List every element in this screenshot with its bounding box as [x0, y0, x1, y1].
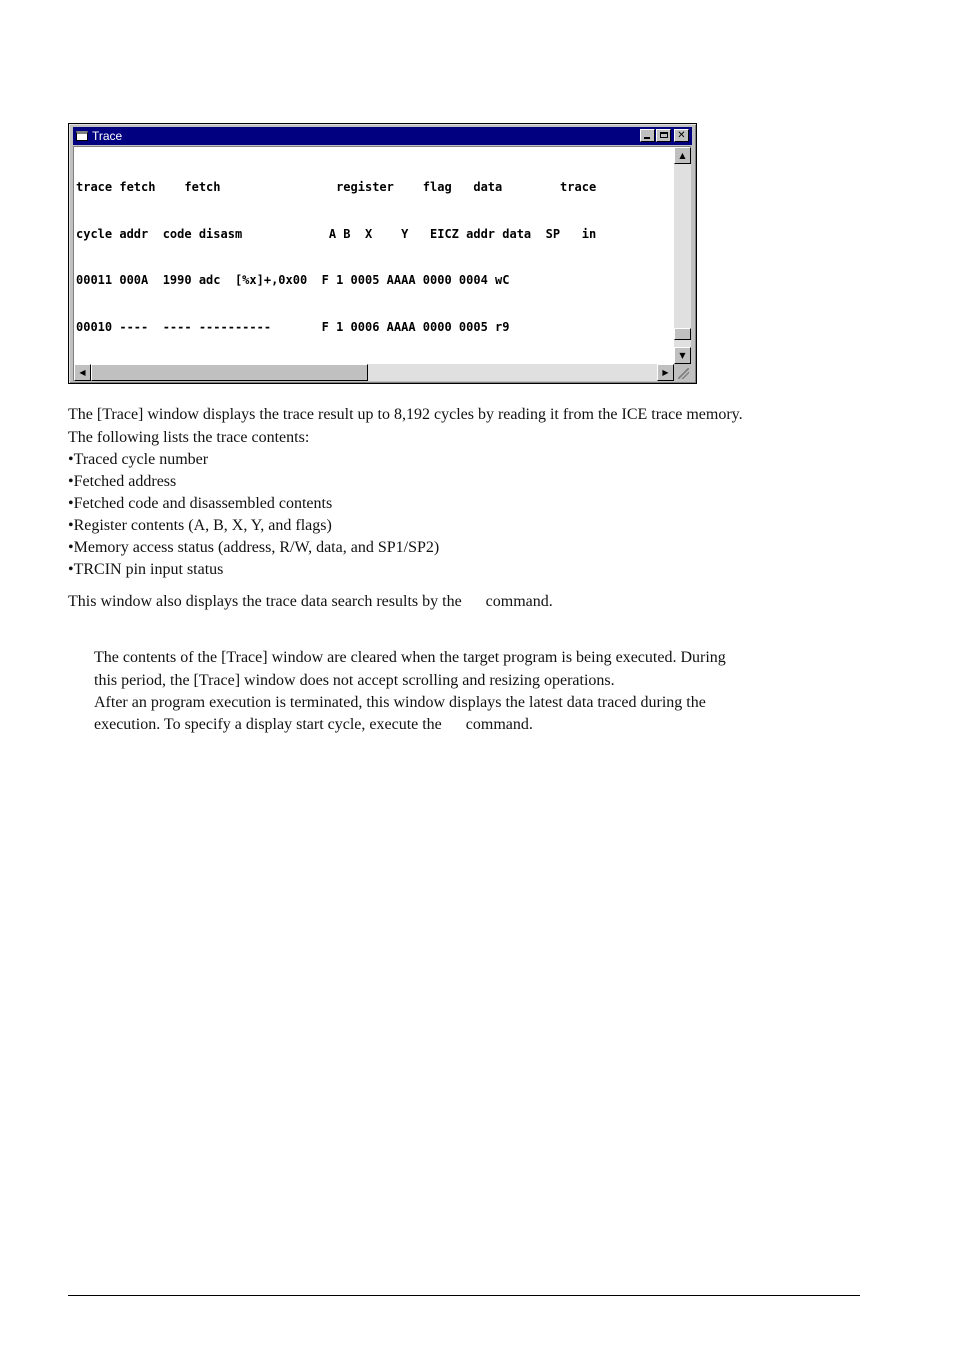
scroll-up-icon: ▲	[679, 151, 686, 160]
search-note	[68, 591, 553, 613]
minimize-icon	[644, 137, 650, 139]
note-line-4	[94, 714, 533, 737]
scroll-up-button[interactable]	[674, 147, 691, 164]
window-title: Trace	[92, 129, 123, 143]
note-line-4-after: command.	[465, 716, 533, 733]
trace-row[interactable]: 00010 ---- ---- ---------- F 1 0006 AAAA 0000 0005 r9	[76, 319, 510, 334]
horizontal-scrollbar[interactable]	[74, 364, 674, 381]
maximize-button[interactable]	[656, 129, 671, 142]
scroll-right-button[interactable]	[657, 364, 674, 381]
list-item: • Memory access status (address, R/W, data, and SP1/SP2)	[68, 537, 439, 559]
note-line-1: The contents of the [Trace] window are cleared when the target program is being executed. During	[94, 649, 726, 666]
scroll-right-icon: ▶	[662, 368, 669, 377]
vertical-scrollbar[interactable]	[674, 147, 691, 364]
title-bar[interactable]	[73, 127, 692, 145]
intro-line-2: The following lists the trace contents:	[68, 429, 310, 446]
scroll-down-icon: ▼	[679, 351, 686, 360]
list-item: • Fetched address	[68, 471, 439, 493]
list-item: • TRCIN pin input status	[68, 559, 439, 581]
maximize-icon	[660, 132, 668, 138]
search-note-before: This window also displays the trace data search results by the	[68, 593, 462, 610]
trace-row[interactable]: 00011 000A 1990 adc [%x]+,0x00 F 1 0005 AAAA 0000 0004 wC	[76, 273, 510, 287]
scroll-left-button[interactable]	[74, 364, 91, 381]
list-item: • Traced cycle number	[68, 449, 439, 471]
list-item: • Fetched code and disassembled contents	[68, 493, 439, 515]
header-line-2: cycle addr code disasm A B X Y EICZ addr data SP in	[76, 226, 597, 241]
close-button[interactable]	[674, 129, 689, 142]
trace-content-area[interactable]	[73, 146, 691, 381]
minimize-button[interactable]	[640, 129, 655, 142]
note-line-2: this period, the [Trace] window does not accept scrolling and resizing operations.	[94, 672, 615, 689]
horizontal-scroll-thumb[interactable]	[91, 364, 368, 381]
scroll-down-button[interactable]	[674, 347, 691, 364]
trace-listing	[76, 149, 672, 361]
note-line-3: After an program execution is terminated, this window displays the latest data traced during the	[94, 694, 706, 711]
trace-window[interactable]	[68, 123, 697, 384]
header-line-1: trace fetch fetch register flag data trace	[76, 180, 597, 194]
trace-contents-list	[68, 449, 439, 581]
close-icon: ✕	[677, 130, 686, 141]
note-line-4-before: execution. To specify a display start cycle, execute the	[94, 716, 442, 733]
scroll-left-icon: ◀	[79, 368, 86, 377]
vertical-scroll-thumb[interactable]	[674, 328, 691, 340]
intro-line-1: The [Trace] window displays the trace result up to 8,192 cycles by reading it from the ICE trace memory.	[68, 406, 743, 423]
resize-grip-icon[interactable]	[674, 364, 691, 381]
window-icon	[76, 131, 88, 141]
list-item: • Register contents (A, B, X, Y, and flags)	[68, 515, 439, 537]
footer-divider	[68, 1295, 860, 1296]
search-note-after: command.	[485, 593, 553, 610]
